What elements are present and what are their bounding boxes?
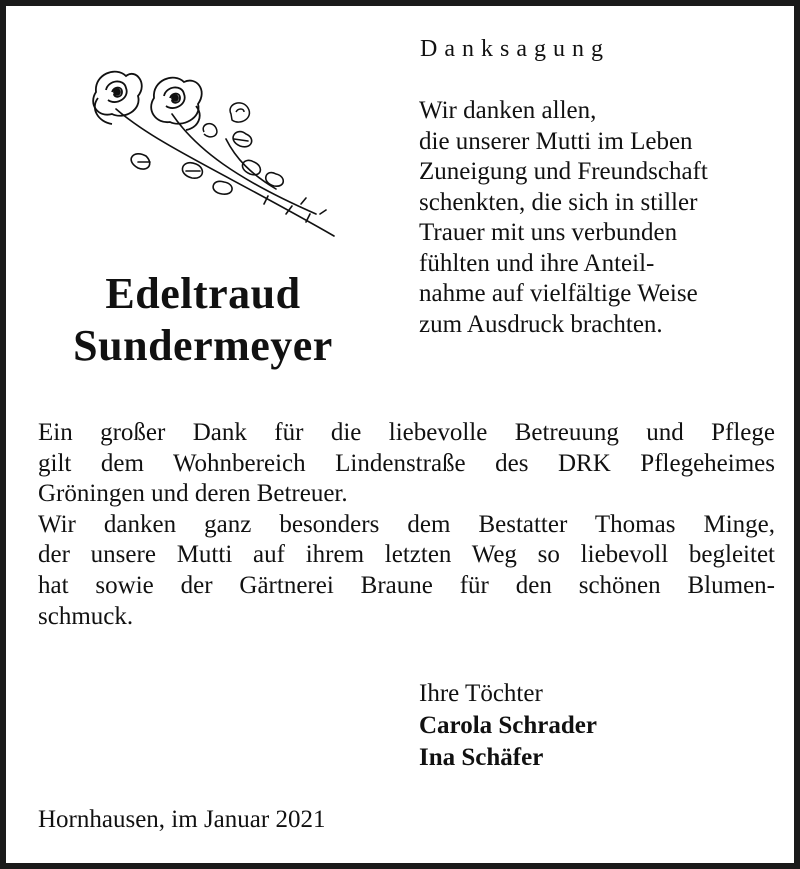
body-line: Ein großer Dank für die liebevolle Betreuung und Pflege [38,419,775,446]
thanks-line: Wir danken allen, [419,97,597,124]
thanks-line: nahme auf vielfältige Weise [419,280,698,307]
deceased-name [20,268,386,372]
body-line: schmuck. [38,602,134,630]
place-date: Hornhausen, im Januar 2021 [38,806,326,833]
roses-icon [76,64,338,246]
thanks-line: Zuneigung und Freundschaft [419,158,708,185]
body-line: Wir danken ganz besonders dem Bestatter Thomas Minge, [38,510,775,538]
thanks-line: Trauer mit uns verbunden [419,219,678,246]
body-line: hat sowie der Gärtnerei Braune für den schönen Blumen- [38,571,775,599]
body-line: gilt dem Wohnbereich Lindenstraße des DRK Pflegeheimes [38,449,775,477]
signature-intro: Ihre Töchter [419,680,543,707]
first-name: Edeltraud [105,269,301,318]
signatory-name: Carola Schrader [419,712,597,739]
body-line: Gröningen und deren Betreuer. [38,480,348,508]
thanks-line: zum Ausdruck brachten. [419,310,663,338]
thanks-line: fühlten und ihre Anteil- [419,249,655,277]
page-title: Danksagung [420,36,610,62]
signatory-name: Ina Schäfer [419,744,544,771]
signature-block [419,678,597,774]
thanks-paragraph [419,96,708,340]
last-name: Sundermeyer [73,321,333,370]
body-line: der unsere Mutti auf ihrem letzten Weg so liebevoll begleitet [38,541,775,569]
thanks-line: die unserer Mutti im Leben [419,127,693,155]
thanks-line: schenkten, die sich in stiller [419,188,698,216]
body-paragraph [38,418,775,632]
